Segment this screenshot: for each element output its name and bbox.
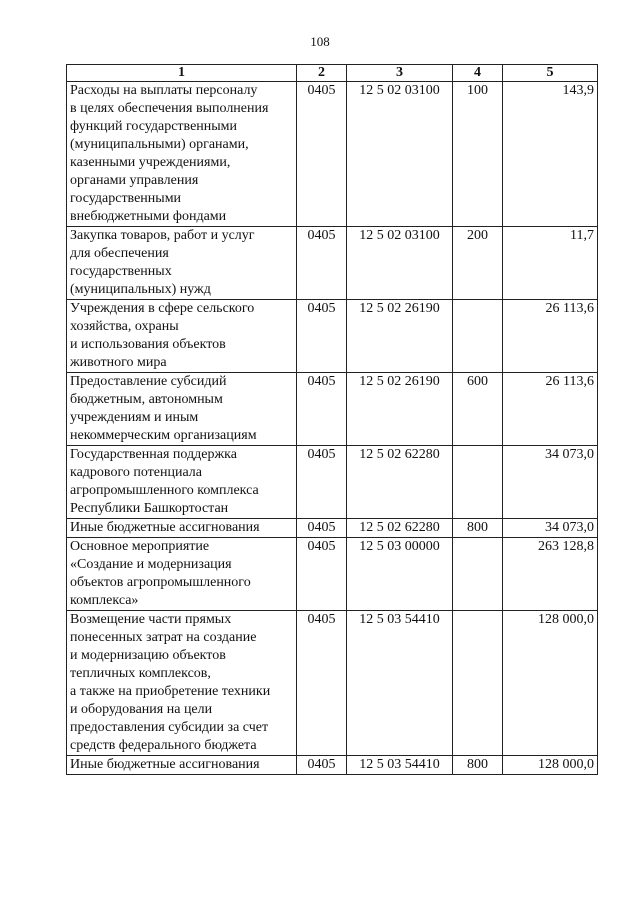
row-name: Иные бюджетные ассигнования	[67, 519, 297, 538]
row-section: 0405	[297, 373, 347, 446]
row-section: 0405	[297, 611, 347, 756]
row-expense-type: 800	[453, 756, 503, 775]
row-target-article: 12 5 02 03100	[347, 227, 453, 300]
table-header	[67, 65, 598, 82]
row-name: Закупка товаров, работ и услуг для обеспечения государственных (муниципальных) нужд	[67, 227, 297, 300]
table-row	[67, 756, 598, 775]
header-col-4: 4	[453, 65, 503, 82]
row-amount: 263 128,8	[503, 538, 598, 611]
table-body	[67, 82, 598, 775]
header-row	[67, 65, 598, 82]
table-row	[67, 82, 598, 227]
row-amount: 26 113,6	[503, 373, 598, 446]
row-name: Иные бюджетные ассигнования	[67, 756, 297, 775]
row-target-article: 12 5 02 26190	[347, 373, 453, 446]
header-col-3: 3	[347, 65, 453, 82]
row-target-article: 12 5 02 26190	[347, 300, 453, 373]
row-expense-type: 800	[453, 519, 503, 538]
row-amount: 11,7	[503, 227, 598, 300]
table-row	[67, 446, 598, 519]
row-section: 0405	[297, 538, 347, 611]
row-name: Расходы на выплаты персоналу в целях обеспечения выполнения функций государственными (муниципальными) органами, казенными учреждениями, органами управления государственными внебюджетными фондами	[67, 82, 297, 227]
row-expense-type	[453, 446, 503, 519]
row-section: 0405	[297, 519, 347, 538]
page-number: 108	[310, 34, 330, 49]
table-row	[67, 373, 598, 446]
table-row	[67, 300, 598, 373]
row-section: 0405	[297, 227, 347, 300]
row-amount: 34 073,0	[503, 446, 598, 519]
row-expense-type: 600	[453, 373, 503, 446]
header-col-5: 5	[503, 65, 598, 82]
row-target-article: 12 5 02 03100	[347, 82, 453, 227]
budget-table	[66, 64, 598, 775]
row-amount: 34 073,0	[503, 519, 598, 538]
table-row	[67, 538, 598, 611]
table-row	[67, 227, 598, 300]
table-row	[67, 611, 598, 756]
row-amount: 26 113,6	[503, 300, 598, 373]
row-expense-type: 100	[453, 82, 503, 227]
row-section: 0405	[297, 82, 347, 227]
row-target-article: 12 5 03 54410	[347, 611, 453, 756]
row-amount: 143,9	[503, 82, 598, 227]
row-amount: 128 000,0	[503, 611, 598, 756]
row-name: Учреждения в сфере сельского хозяйства, охраны и использования объектов животного мира	[67, 300, 297, 373]
row-section: 0405	[297, 300, 347, 373]
row-name: Возмещение части прямых понесенных затрат на создание и модернизацию объектов тепличных комплексов, а также на приобретение техники и оборудования на цели предоставления субсидии за счет средств федерального бюджета	[67, 611, 297, 756]
row-name: Государственная поддержка кадрового потенциала агропромышленного комплекса Республики Башкортостан	[67, 446, 297, 519]
row-target-article: 12 5 02 62280	[347, 519, 453, 538]
table-row	[67, 519, 598, 538]
row-amount: 128 000,0	[503, 756, 598, 775]
row-name: Предоставление субсидий бюджетным, автономным учреждениям и иным некоммерческим организациям	[67, 373, 297, 446]
row-expense-type: 200	[453, 227, 503, 300]
header-col-1: 1	[67, 65, 297, 82]
row-section: 0405	[297, 756, 347, 775]
row-target-article: 12 5 02 62280	[347, 446, 453, 519]
row-expense-type	[453, 538, 503, 611]
row-target-article: 12 5 03 00000	[347, 538, 453, 611]
row-expense-type	[453, 300, 503, 373]
row-expense-type	[453, 611, 503, 756]
header-col-2: 2	[297, 65, 347, 82]
row-target-article: 12 5 03 54410	[347, 756, 453, 775]
row-name: Основное мероприятие «Создание и модернизация объектов агропромышленного комплекса»	[67, 538, 297, 611]
row-section: 0405	[297, 446, 347, 519]
